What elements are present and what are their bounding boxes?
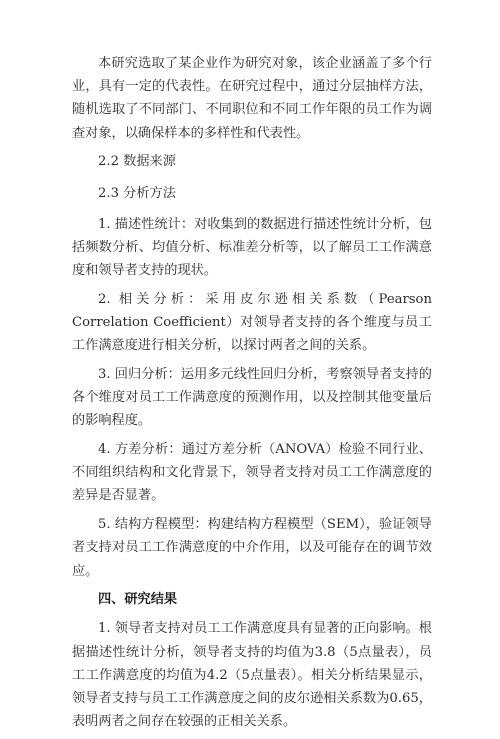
section-data-source: 2.2 数据来源 bbox=[98, 154, 176, 170]
paragraph-variance-analysis: 4. 方差分析：通过方差分析（ANOVA）检验不同行业、不同组织结构和文化背景下，领导者支持对员工工作满意度的差异是否显著。 bbox=[72, 442, 432, 504]
paragraph-descriptive-statistics: 1. 描述性统计：对收集到的数据进行描述性统计分析，包括频数分析、均值分析、标准差分析等，以了解员工工作满意度和领导者支持的现状。 bbox=[72, 216, 432, 279]
paragraph-correlation-analysis: 2. 相关分析：采用皮尔逊相关系数（Pearson Correlation Coefficient）对领导者支持的各个维度与员工工作满意度进行相关分析，以探讨两者之间的关系。 bbox=[72, 291, 432, 354]
paragraph-result-1: 1. 领导者支持对员工工作满意度具有显著的正向影响。根据描述性统计分析，领导者支持的均值为3.8（5点量表），员工工作满意度的均值为4.2（5点量表）。相关分析结果显示，领导者支持与员工工作满意度之间的皮尔逊相关系数为0.65，表明两者之间存在较强的正相关关系。 bbox=[72, 621, 432, 730]
paragraph-sampling: 本研究选取了某企业作为研究对象，该企业涵盖了多个行业，具有一定的代表性。在研究过程中，通过分层抽样方法，随机选取了不同部门、不同职位和不同工作年限的员工作为调查对象，以确保样本的多样性和代表性。 bbox=[72, 56, 432, 141]
section-analysis-methods: 2.3 分析方法 bbox=[98, 185, 176, 201]
paragraph-structural-equation-model: 5. 结构方程模型：构建结构方程模型（SEM），验证领导者支持对员工工作满意度的中介作用，以及可能存在的调节效应。 bbox=[72, 517, 432, 579]
section-heading-results: 四、研究结果 bbox=[98, 592, 178, 608]
paragraph-regression-analysis: 3. 回归分析：运用多元线性回归分析，考察领导者支持的各个维度对员工工作满意度的预测作用，以及控制其他变量后的影响程度。 bbox=[72, 366, 432, 429]
document-body bbox=[72, 52, 432, 739]
